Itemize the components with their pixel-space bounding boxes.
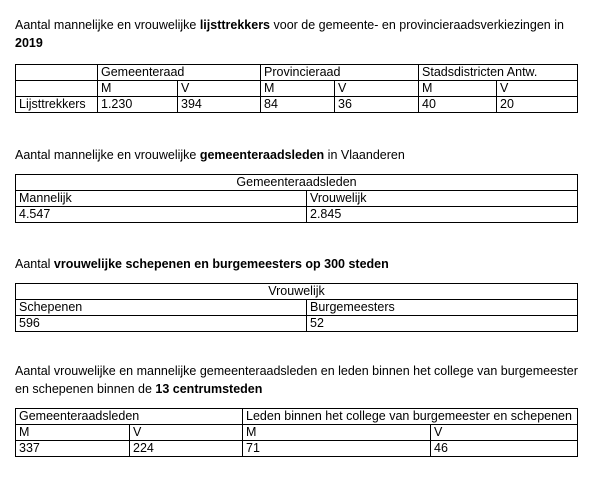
table-centrumsteden xyxy=(15,408,578,457)
header-college: Leden binnen het college van burgemeester en schepenen xyxy=(243,409,578,425)
subheader-cell: V xyxy=(130,425,243,441)
value-cell: 20 xyxy=(497,97,578,113)
table-row xyxy=(16,441,578,457)
subheader-cell: V xyxy=(497,81,578,97)
subheader-cell: Vrouwelijk xyxy=(307,191,578,207)
header-gemeenteraadsleden: Gemeenteraadsleden xyxy=(16,409,243,425)
value-cell: 394 xyxy=(178,97,261,113)
table-header-row xyxy=(16,284,578,300)
header-gemeenteraad: Gemeenteraad xyxy=(98,65,261,81)
value-cell: 224 xyxy=(130,441,243,457)
header-gemeenteraadsleden: Gemeenteraadsleden xyxy=(16,175,578,191)
table-row xyxy=(16,207,578,223)
value-cell: 84 xyxy=(261,97,335,113)
caption-text: Aantal mannelijke en vrouwelijke xyxy=(15,18,200,32)
subheader-cell: Mannelijk xyxy=(16,191,307,207)
row-label: Lijsttrekkers xyxy=(16,97,98,113)
table-row xyxy=(16,97,578,113)
value-cell: 337 xyxy=(16,441,130,457)
caption-text: voor de gemeente- en provincieraadsverkiezingen in xyxy=(270,18,564,32)
subheader-cell: V xyxy=(178,81,261,97)
caption-bold: vrouwelijke schepenen en burgemeesters op 300 steden xyxy=(53,257,389,271)
subheader-cell: M xyxy=(243,425,431,441)
table-subheader-row xyxy=(16,191,578,207)
table-subheader-row xyxy=(16,425,578,441)
table-header-row xyxy=(16,409,578,425)
caption-schepenen-burgemeesters xyxy=(15,255,590,273)
table-row xyxy=(16,316,578,332)
empty-cell xyxy=(16,81,98,97)
subheader-cell: M xyxy=(261,81,335,97)
subheader-cell: Schepenen xyxy=(16,300,307,316)
caption-centrumsteden xyxy=(15,362,590,398)
value-cell: 71 xyxy=(243,441,431,457)
caption-text: Aantal mannelijke en vrouwelijke xyxy=(15,148,200,162)
value-cell: 52 xyxy=(307,316,578,332)
value-cell: 4.547 xyxy=(16,207,307,223)
caption-lijsttrekkers xyxy=(15,16,590,52)
table-gemeenteraadsleden xyxy=(15,174,578,223)
caption-bold: gemeenteraadsleden xyxy=(199,148,325,162)
caption-gemeenteraadsleden xyxy=(15,146,590,164)
table-schepenen-burgemeesters xyxy=(15,283,578,332)
caption-text: in Vlaanderen xyxy=(324,148,405,162)
caption-text: Aantal xyxy=(15,257,54,271)
subheader-cell: Burgemeesters xyxy=(307,300,578,316)
value-cell: 2.845 xyxy=(307,207,578,223)
table-lijsttrekkers xyxy=(15,64,578,113)
table-subheader-row xyxy=(16,300,578,316)
subheader-cell: V xyxy=(431,425,578,441)
header-vrouwelijk: Vrouwelijk xyxy=(16,284,578,300)
value-cell: 36 xyxy=(335,97,419,113)
caption-bold: 2019 xyxy=(15,36,43,50)
value-cell: 46 xyxy=(431,441,578,457)
header-stadsdistricten: Stadsdistricten Antw. xyxy=(419,65,578,81)
table-subheader-row xyxy=(16,81,578,97)
value-cell: 1.230 xyxy=(98,97,178,113)
subheader-cell: V xyxy=(335,81,419,97)
header-provincieraad: Provincieraad xyxy=(261,65,419,81)
subheader-cell: M xyxy=(98,81,178,97)
value-cell: 596 xyxy=(16,316,307,332)
empty-cell xyxy=(16,65,98,81)
table-header-row xyxy=(16,175,578,191)
subheader-cell: M xyxy=(419,81,497,97)
table-header-row xyxy=(16,65,578,81)
subheader-cell: M xyxy=(16,425,130,441)
value-cell: 40 xyxy=(419,97,497,113)
caption-bold: 13 centrumsteden xyxy=(155,382,263,396)
caption-bold: lijsttrekkers xyxy=(199,18,271,32)
caption-text: Aantal vrouwelijke en mannelijke gemeenteraadsleden en leden binnen het college van burgemeester en schepenen binnen de xyxy=(15,364,578,396)
